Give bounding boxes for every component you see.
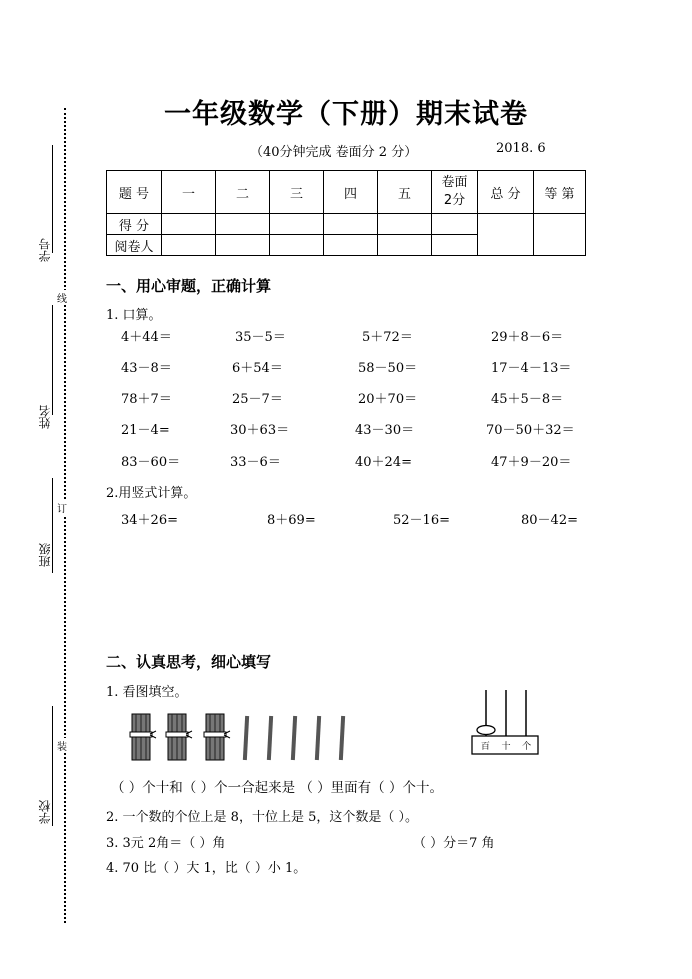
oral-calc-item: 6＋54＝ bbox=[232, 361, 283, 376]
oral-calc-item: 35－5＝ bbox=[235, 330, 286, 345]
vertical-calc-item: 8＋69= bbox=[267, 513, 316, 528]
score-header-cell: 四 bbox=[324, 171, 378, 214]
subtitle: （40分钟完成 卷面分 2 分） bbox=[250, 145, 418, 160]
page-title: 一年级数学（下册）期末试卷 bbox=[164, 99, 528, 130]
reviewer-cell[interactable] bbox=[216, 235, 270, 256]
student-id-rule bbox=[52, 145, 53, 253]
bundle-of-ten-icon bbox=[166, 714, 192, 760]
bundle-of-ten-icon bbox=[130, 714, 156, 760]
oral-calc-item: 43－30＝ bbox=[355, 423, 415, 438]
binding-mark-xian: 线 bbox=[57, 290, 67, 305]
score-cell[interactable] bbox=[432, 214, 478, 235]
score-header-cell: 二 bbox=[216, 171, 270, 214]
grade-cell[interactable] bbox=[534, 214, 586, 256]
s2-q2: 2. 一个数的个位上是 8，十位上是 5，这个数是（ ）。 bbox=[106, 810, 418, 825]
oral-calc-item: 47＋9－20＝ bbox=[491, 455, 572, 470]
single-stick-icon bbox=[267, 716, 273, 760]
s2-q3-part-b: （ ）分＝7 角 bbox=[413, 836, 495, 851]
score-cell[interactable] bbox=[216, 214, 270, 235]
reviewer-cell[interactable] bbox=[378, 235, 432, 256]
name-label: 姓名 bbox=[38, 405, 52, 429]
oral-calc-item: 21－4= bbox=[121, 423, 170, 438]
oral-calc-item: 43－8＝ bbox=[121, 361, 172, 376]
binding-mark-ding: 订 bbox=[57, 500, 67, 515]
s2-q3-part-a: 3. 3元 2角＝（ ）角 bbox=[106, 836, 226, 851]
score-header-cell: 一 bbox=[162, 171, 216, 214]
stick-bundles-illustration bbox=[126, 710, 356, 766]
vertical-calc-item: 80－42= bbox=[521, 513, 578, 528]
exam-date: 2018. 6 bbox=[496, 141, 546, 156]
single-stick-icon bbox=[291, 716, 297, 760]
class-label: 班级 bbox=[38, 543, 52, 567]
single-stick-icon bbox=[339, 716, 345, 760]
oral-calc-item: 33－6＝ bbox=[230, 455, 281, 470]
score-header-cell: 三 bbox=[270, 171, 324, 214]
section1-title: 一、用心审题，正确计算 bbox=[106, 277, 272, 295]
oral-calc-item: 70－50＋32＝ bbox=[486, 423, 575, 438]
score-cell[interactable] bbox=[270, 214, 324, 235]
oral-calc-item: 25－7＝ bbox=[232, 392, 283, 407]
reviewer-cell[interactable] bbox=[270, 235, 324, 256]
bundle-of-ten-icon bbox=[204, 714, 230, 760]
oral-calc-item: 20＋70＝ bbox=[358, 392, 418, 407]
oral-calc-item: 4＋44＝ bbox=[121, 330, 172, 345]
oral-calc-item: 45＋5－8＝ bbox=[491, 392, 564, 407]
section2-title: 二、认真思考，细心填写 bbox=[106, 653, 272, 671]
q1-label: 1. 口算。 bbox=[106, 308, 162, 323]
score-row-label: 阅卷人 bbox=[107, 235, 162, 256]
school-label: 学校 bbox=[38, 800, 52, 824]
oral-calc-item: 40＋24= bbox=[355, 455, 412, 470]
binding-mark-zhuang: 装 bbox=[57, 738, 67, 753]
score-cell[interactable] bbox=[162, 214, 216, 235]
q2-label: 2.用竖式计算。 bbox=[106, 486, 197, 501]
binding-dotted-line bbox=[64, 108, 66, 923]
oral-calc-item: 83－60＝ bbox=[121, 455, 181, 470]
score-cell[interactable] bbox=[378, 214, 432, 235]
single-stick-icon bbox=[243, 716, 249, 760]
student-id-label: 学号 bbox=[38, 238, 52, 262]
abacus-label-ones: 个 bbox=[522, 742, 532, 752]
reviewer-cell[interactable] bbox=[432, 235, 478, 256]
oral-calc-item: 5＋72＝ bbox=[362, 330, 413, 345]
score-header-cell: 等 第 bbox=[534, 171, 586, 214]
score-row-label: 得 分 bbox=[107, 214, 162, 235]
single-stick-icon bbox=[315, 716, 321, 760]
oral-calc-item: 17－4－13＝ bbox=[491, 361, 572, 376]
oral-calc-item: 78＋7＝ bbox=[121, 392, 172, 407]
score-header-cell: 总 分 bbox=[478, 171, 534, 214]
oral-calc-item: 30＋63＝ bbox=[230, 423, 290, 438]
score-cell[interactable] bbox=[324, 214, 378, 235]
reviewer-cell[interactable] bbox=[324, 235, 378, 256]
total-score-cell[interactable] bbox=[478, 214, 534, 256]
vertical-calc-item: 34＋26= bbox=[121, 513, 178, 528]
vertical-calc-item: 52－16= bbox=[393, 513, 450, 528]
name-rule bbox=[52, 305, 53, 415]
score-table bbox=[106, 170, 586, 256]
score-header-cell: 五 bbox=[378, 171, 432, 214]
score-header-cell: 卷面 2分 bbox=[432, 171, 478, 214]
s2-q1-label: 1. 看图填空。 bbox=[106, 685, 188, 700]
abacus-label-tens: 十 bbox=[501, 742, 511, 752]
reviewer-cell[interactable] bbox=[162, 235, 216, 256]
s2-q4: 4. 70 比（ ）大 1，比（ ）小 1。 bbox=[106, 861, 307, 876]
s2-q1-text: （ ）个十和（ ）个一合起来是 （ ）里面有（ ）个十。 bbox=[111, 780, 443, 796]
abacus-label-hundreds: 百 bbox=[480, 742, 490, 752]
oral-calc-item: 58－50＝ bbox=[358, 361, 418, 376]
oral-calc-item: 29＋8－6＝ bbox=[491, 330, 564, 345]
abacus-place-labels bbox=[475, 739, 537, 752]
score-header-cell: 题 号 bbox=[107, 171, 162, 214]
